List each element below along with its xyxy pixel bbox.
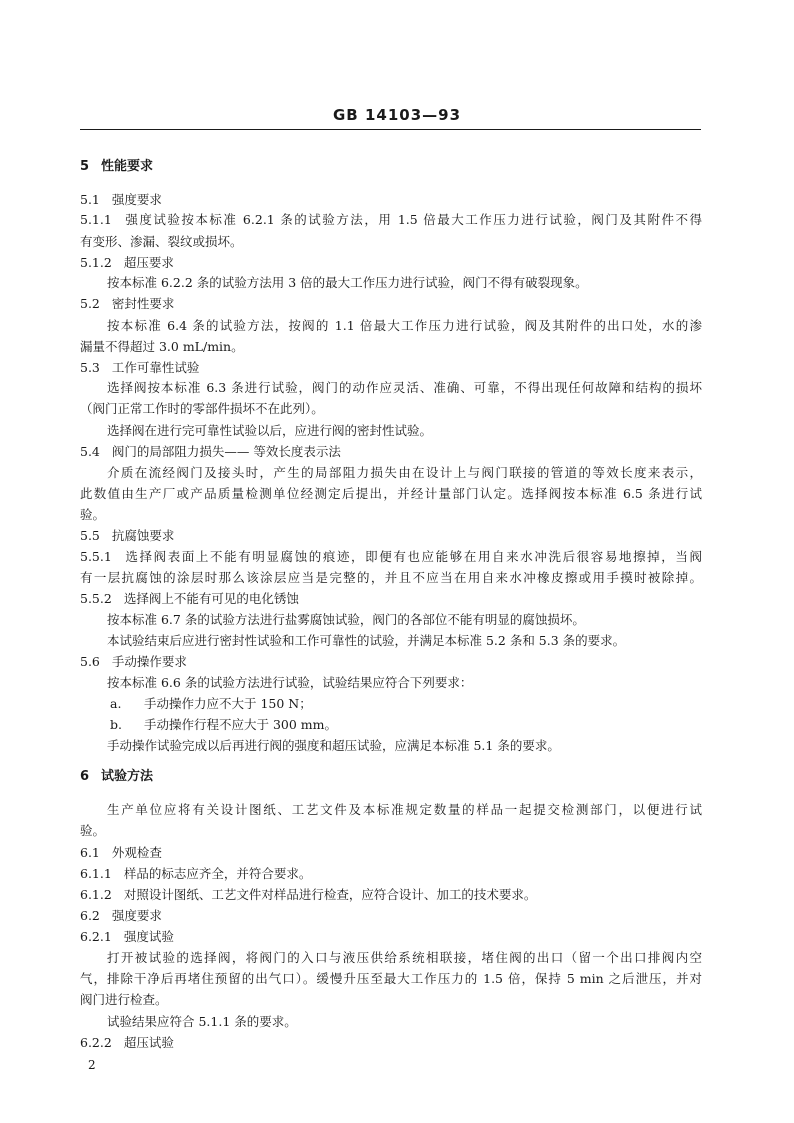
body-line: 本试验结束后应进行密封性试验和工作可靠性的试验，并满足本标准 5.2 条和 5.3 条的要求。 bbox=[107, 633, 626, 648]
clause-heading: 5.1.2 超压要求 bbox=[80, 255, 174, 270]
list-item: a. 手动操作力应不大于 150 N； bbox=[110, 696, 312, 711]
body-line: 6.1.1 样品的标志应齐全，并符合要求。 bbox=[80, 866, 312, 881]
body-line: 气，排除干净后再堵住预留的出气口）。缓慢升压至最大工作压力的 1.5 倍，保持 5 min 之后泄压，并对 bbox=[80, 971, 702, 986]
body-line: 验。 bbox=[80, 823, 106, 838]
list-item: b. 手动操作行程不应大于 300 mm。 bbox=[110, 717, 338, 732]
body-line: 6.1.2 对照设计图纸、工艺文件对样品进行检查，应符合设计、加工的技术要求。 bbox=[80, 887, 537, 902]
standard-code-header: GB 14103—93 bbox=[332, 106, 462, 124]
body-line: 按本标准 6.6 条的试验方法进行试验，试验结果应符合下列要求： bbox=[107, 675, 473, 690]
clause-heading: 5.4 阀门的局部阻力损失—— 等效长度表示法 bbox=[80, 444, 341, 459]
body-line: 按本标准 6.4 条的试验方法，按阀的 1.1 倍最大工作压力进行试验，阀及其附件的出口处，水的渗 bbox=[107, 318, 702, 333]
clause-heading: 6.2 强度要求 bbox=[80, 908, 162, 923]
clause-heading: 5.5.2 选择阀上不能有可见的电化锈蚀 bbox=[80, 591, 299, 606]
clause-heading: 5.6 手动操作要求 bbox=[80, 654, 187, 669]
clause-heading: 5.5 抗腐蚀要求 bbox=[80, 528, 175, 543]
clause-heading: 5.3 工作可靠性试验 bbox=[80, 360, 200, 375]
body-line: 阀门进行检查。 bbox=[80, 992, 168, 1007]
body-line: 有一层抗腐蚀的涂层时那么该涂层应当是完整的，并且不应当在用自来水冲橡皮擦或用手摸时被除掉。 bbox=[80, 570, 702, 585]
body-line: 漏量不得超过 3.0 mL/min。 bbox=[80, 339, 244, 354]
body-line: 5.1.1 强度试验按本标准 6.2.1 条的试验方法，用 1.5 倍最大工作压力进行试验，阀门及其附件不得 bbox=[80, 212, 702, 227]
body-line: 有变形、渗漏、裂纹或损坏。 bbox=[80, 234, 243, 249]
body-line: 手动操作试验完成以后再进行阀的强度和超压试验，应满足本标准 5.1 条的要求。 bbox=[107, 738, 560, 753]
section-heading: 5 性能要求 bbox=[80, 159, 154, 174]
clause-heading: 5.1 强度要求 bbox=[80, 192, 162, 207]
body-line: 按本标准 6.2.2 条的试验方法用 3 倍的最大工作压力进行试验，阀门不得有破裂现象。 bbox=[107, 275, 588, 290]
clause-heading: 6.2.1 强度试验 bbox=[80, 929, 174, 944]
body-line: 按本标准 6.7 条的试验方法进行盐雾腐蚀试验，阀门的各部位不能有明显的腐蚀损坏。 bbox=[107, 612, 585, 627]
body-line: 5.5.1 选择阀表面上不能有明显腐蚀的痕迹，即便有也应能够在用自来水冲洗后很容易地擦掉，当阀 bbox=[80, 549, 702, 564]
body-line: 选择阀在进行完可靠性试验以后，应进行阀的密封性试验。 bbox=[107, 423, 433, 438]
body-line: 生产单位应将有关设计图纸、工艺文件及本标准规定数量的样品一起提交检测部门，以便进行试 bbox=[107, 802, 702, 817]
body-line: 介质在流经阀门及接头时，产生的局部阻力损失由在设计上与阀门联接的管道的等效长度来表示， bbox=[107, 465, 702, 480]
body-line: 此数值由生产厂或产品质量检测单位经测定后提出，并经计量部门认定。选择阀按本标准 6.5 条进行试 bbox=[80, 486, 702, 501]
section-heading: 6 试验方法 bbox=[80, 769, 154, 784]
body-line: （阀门正常工作时的零部件损坏不在此列）。 bbox=[80, 401, 324, 416]
clause-heading: 6.1 外观检查 bbox=[80, 845, 162, 860]
clause-heading: 6.2.2 超压试验 bbox=[80, 1035, 174, 1050]
body-line: 选择阀按本标准 6.3 条进行试验，阀门的动作应灵活、准确、可靠，不得出现任何故障和结构的损坏 bbox=[107, 380, 702, 395]
body-line: 试验结果应符合 5.1.1 条的要求。 bbox=[107, 1014, 297, 1029]
body-line: 验。 bbox=[80, 507, 106, 522]
clause-heading: 5.2 密封性要求 bbox=[80, 296, 175, 311]
page-number: 2 bbox=[88, 1058, 96, 1072]
body-line: 打开被试验的选择阀，将阀门的入口与液压供给系统相联接，堵住阀的出口（留一个出口排阀内空 bbox=[107, 950, 702, 965]
header-rule bbox=[80, 129, 701, 130]
